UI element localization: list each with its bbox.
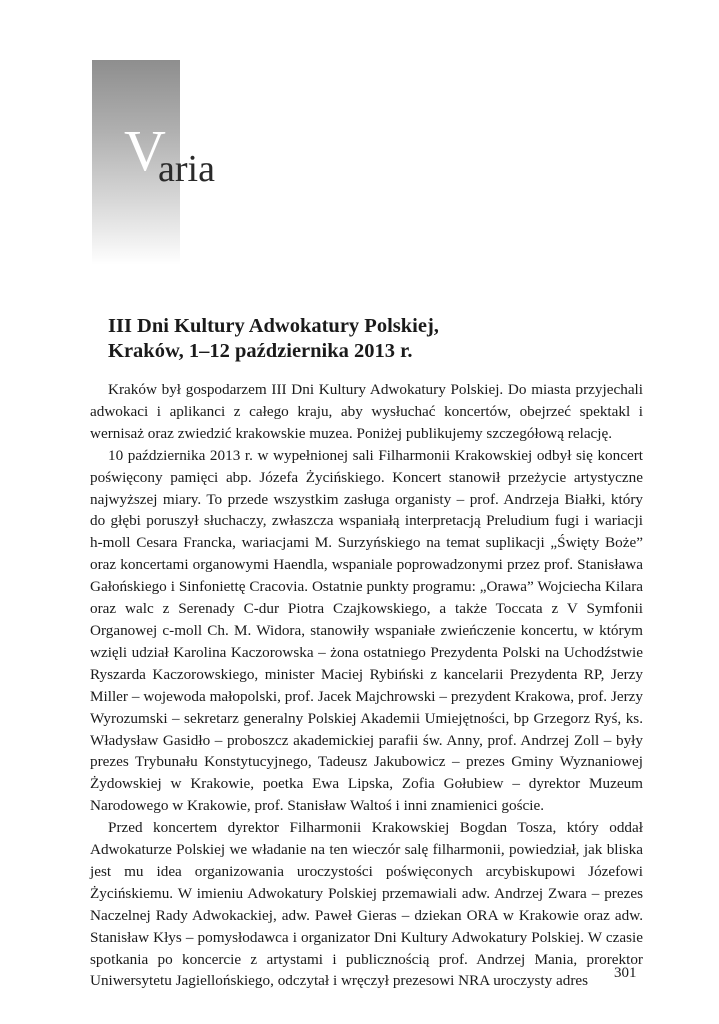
- page-number: 301: [614, 965, 637, 981]
- paragraph-3: Przed koncertem dyrektor Filharmonii Krakowskiej Bogdan Tosza, który oddał Adwokaturze Polskiej we władanie na ten wieczór salę filharmonii, powiedział, jak bliska jest mu idea organizowania uroczystości poświęconych arcybiskupowi Józefowi Życińskiemu. W imieniu Adwokatury Polskiej przemawiali adw. Andrzej Zwara – prezes Naczelnej Rady Adwokackiej, adw. Paweł Gieras – dziekan ORA w Krakowie oraz adw. Stanisław Kłys – pomysłodawca i organizator Dni Kultury Adwokatury Polskiej. W czasie spotkania po koncercie z artystami i publicznością prof. Andrzej Mania, prorektor Uniwersytetu Jagiellońskiego, odczytał i wręczył prezesowi NRA uroczysty adres: [90, 819, 643, 990]
- article-title: [108, 314, 628, 364]
- article-title-line-1: III Dni Kultury Adwokatury Polskiej,: [108, 315, 439, 337]
- article-title-line-2: Kraków, 1–12 października 2013 r.: [108, 340, 413, 362]
- paragraph-2: 10 października 2013 r. w wypełnionej sali Filharmonii Krakowskiej odbył się koncert poświęcony pamięci abp. Józefa Życińskiego. Koncert stanowił przeżycie artystyczne najwyższej miary. To przede wszystkim zasługa organisty – prof. Andrzeja Białki, który do głębi poruszył słuchaczy, zwłaszcza wspaniałą interpretacją Preludium fugi i wariacji h-moll Cesara Francka, wariacjami M. Surzyńskiego na temat suplikacji „Święty Boże” oraz koncertami organowymi Haendla, wspaniale poprowadzonymi przez prof. Stanisława Gałońskiego i Sinfoniettę Cracovia. Ostatnie punkty programu: „Orawa” Wojciecha Kilara oraz walc z Serenady C-dur Piotra Czajkowskiego, a także Toccata z V Symfonii Organowej c-moll Ch. M. Widora, stanowiły wspaniałe zwieńczenie koncertu, w którym wzięli udział Karolina Kaczorowska – żona ostatniego Prezydenta Polski na Uchodźstwie Ryszarda Kaczorowskiego, minister Maciej Rybiński z kancelarii Prezydenta RP, Jerzy Miller – wojewoda małopolski, prof. Jacek Majchrowski – prezydent Krakowa, prof. Jerzy Wyrozumski – sekretarz generalny Polskiej Akademii Umiejętności, bp Grzegorz Ryś, ks. Władysław Gasidło – proboszcz akademickiej parafii św. Anny, prof. Andrzej Zoll – były prezes Trybunału Konstytucyjnego, Tadeusz Jakubowicz – prezes Gminy Wyznaniowej Żydowskiej w Krakowie, poetka Ewa Lipska, Zofia Gołubiew – dyrektor Muzeum Narodowego w Krakowie, prof. Stanisław Waltoś i inni znamienici goście.: [90, 446, 643, 815]
- chapter-title-rest: aria: [158, 148, 215, 190]
- article-body: [90, 379, 643, 992]
- paragraph-1: Kraków był gospodarzem III Dni Kultury Adwokatury Polskiej. Do miasta przyjechali adwokaci i aplikanci z całego kraju, aby wysłuchać koncertów, obejrzeć spektakl i wernisaż oraz zwiedzić krakowskie muzea. Poniżej publikujemy szczegółową relację.: [90, 381, 643, 442]
- chapter-initial-letter: V: [124, 118, 166, 183]
